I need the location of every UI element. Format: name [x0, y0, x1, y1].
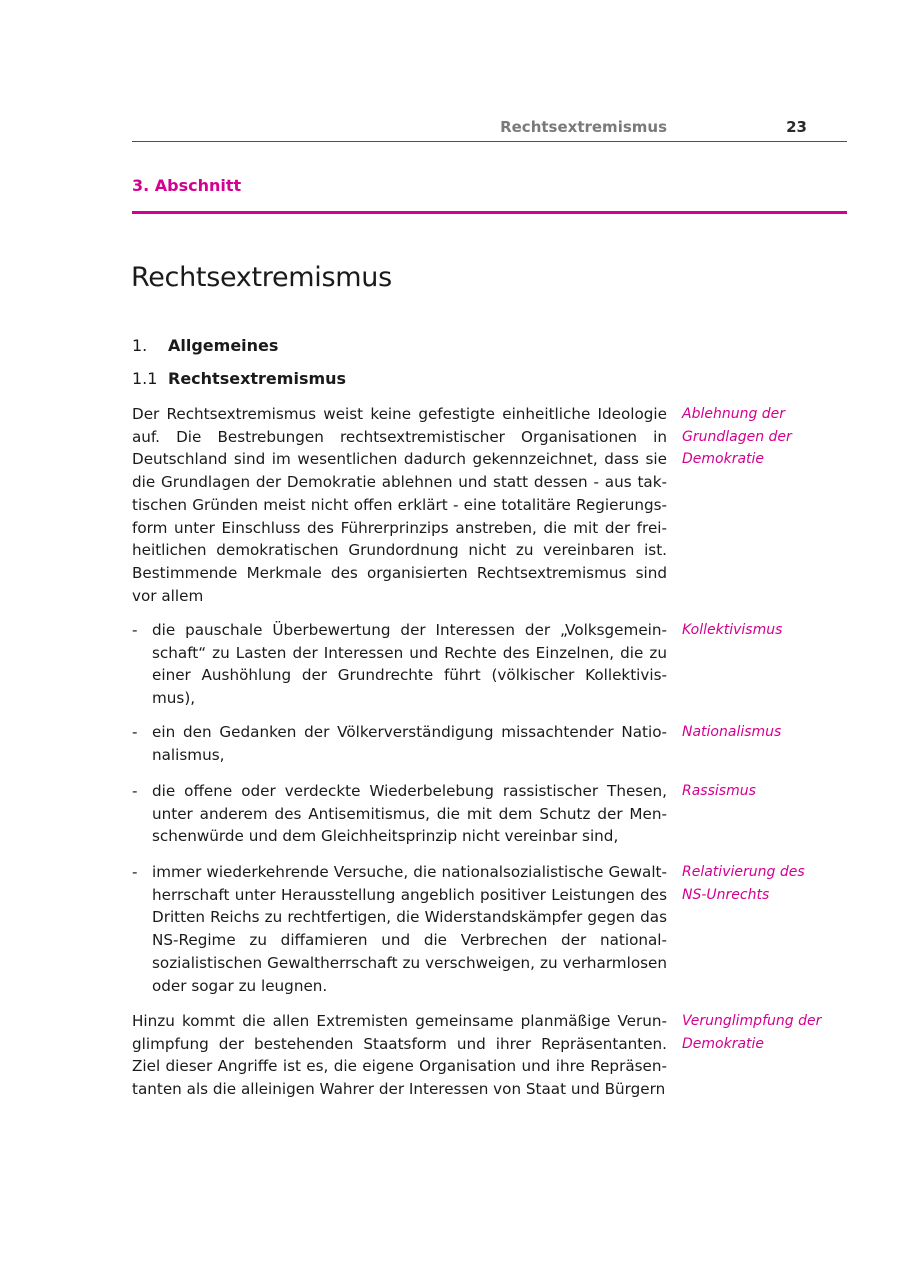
header-rule [132, 141, 847, 142]
running-header [132, 116, 847, 140]
margin-note-ablehnung: Ablehnung der Grundlagen der Demokratie [682, 406, 792, 468]
bullet-text: immer wiederkehrende Versuche, die nationalsozialistische Gewaltherrschaft unter Herausstellung angeblich positiver Leistungen des Dritten Reichs zu rechtfertigen, die Widerstandskämpfer gegen das NS-Regime zu diffamieren und die Verbrechen der nationalsozialistischen Gewaltherrschaft zu verschweigen, zu verharmlosen oder sogar zu leugnen. [152, 863, 667, 995]
margin-note-kollektivismus: Kollektivismus [682, 622, 783, 638]
page-number: 23 [786, 118, 807, 136]
bullet-dash: - [132, 782, 138, 800]
margin-note-relativierung: Relativierung des NS-Unrechts [682, 864, 805, 903]
subheading-number: 1.1 [132, 369, 158, 388]
margin-note-nationalismus: Nationalismus [682, 724, 782, 740]
section-label: 3. Abschnitt [132, 176, 242, 195]
intro-paragraph: Der Rechtsextremismus weist keine gefestigte einheitliche Ideologie auf. Die Bestrebungen rechtsextremistischer Organisationen in Deutschland sind im wesentlichen dadurch gekennzeichnet, dass sie die Grundlagen der Demokratie ablehnen und statt dessen - aus taktischen Gründen meist nicht offen erklärt - eine totalitäre Regierungsform unter Einschluss des Führerprinzips anstreben, die mit der freiheitlichen demokratischen Grundordnung nicht zu vereinbaren ist. Bestimmende Merkmale des organisierten Rechtsextremismus sind vor allem [132, 405, 667, 605]
bullet-item [132, 780, 667, 848]
bullet-dash: - [132, 621, 138, 639]
margin-note-verunglimpfung: Verunglimpfung der Demokratie [682, 1013, 822, 1052]
bullet-item [132, 721, 667, 766]
bullet-item [132, 619, 667, 710]
chapter-title: Rechtsextremismus [131, 262, 392, 293]
subheading-label: Rechtsextremismus [168, 369, 347, 388]
bullet-item [132, 861, 667, 997]
bullet-text: die offene oder verdeckte Wiederbelebung rassistischer Thesen, unter anderem des Antisemitismus, die mit dem Schutz der Menschenwürde und dem Gleichheitsprinzip nicht vereinbar sind, [152, 782, 667, 846]
subheading-rechtsextremismus [132, 369, 346, 388]
bullet-dash: - [132, 863, 138, 881]
subheading-label: Allgemeines [168, 336, 279, 355]
running-title: Rechtsextremismus [500, 118, 667, 136]
subheading-allgemeines [132, 336, 278, 355]
bullet-text: die pauschale Überbewertung der Interessen der „Volksgemeinschaft“ zu Lasten der Interessen und Rechte des Einzelnen, die zu einer Aushöhlung der Grundrechte führt (völkischer Kollektivismus), [152, 621, 667, 708]
margin-note-rassismus: Rassismus [682, 783, 756, 799]
bullet-dash: - [132, 723, 138, 741]
section-rule [132, 211, 847, 214]
closing-paragraph: Hinzu kommt die allen Extremisten gemeinsame planmäßige Verunglimpfung der bestehenden Staatsform und ihrer Repräsentanten. Ziel dieser Angriffe ist es, die eigene Organisation und ihre Repräsentanten als die alleinigen Wahrer der Interessen von Staat und Bürgern [132, 1012, 667, 1099]
subheading-number: 1. [132, 336, 148, 355]
bullet-text: ein den Gedanken der Völkerverständigung missachtender Nationalismus, [152, 723, 667, 764]
